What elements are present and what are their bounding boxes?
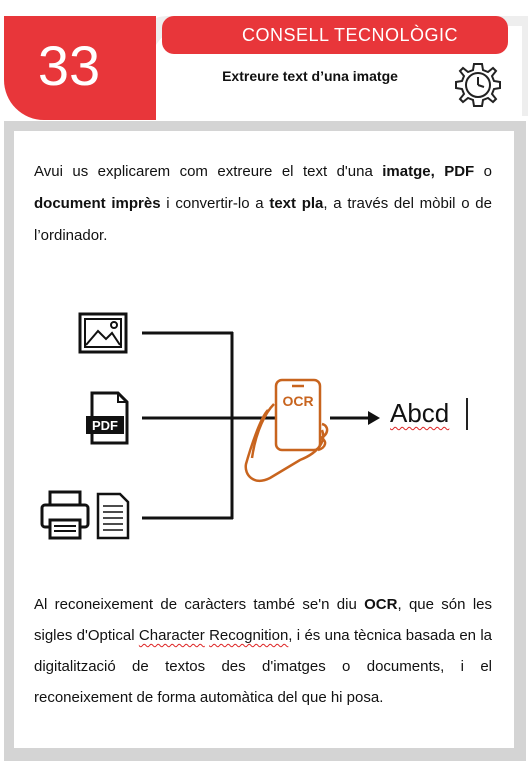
intro-text: o: [474, 163, 493, 180]
pdf-file-icon: [86, 393, 127, 443]
connector-lines: [142, 332, 275, 519]
gear-clock-icon: [450, 60, 506, 112]
output-text: Abcd: [390, 398, 450, 428]
text-cursor: [466, 398, 468, 430]
explanation-text: , i és una tècnica basada en la digitalització de textos des d'imatges o documents, i el reconeixement de forma automàtica del que hi posa.: [34, 627, 493, 706]
intro-bold-plain-text: text pla: [269, 195, 324, 212]
ocr-diagram: [30, 300, 500, 560]
explanation-text: , que són les sigles d'Optical: [34, 596, 492, 644]
section-title: CONSELL TECNOLÒGIC: [241, 25, 459, 45]
pdf-label: PDF: [92, 418, 118, 433]
explanation-text: Al reconeixement de caràcters també se'n diu: [34, 596, 365, 613]
intro-bold-image-pdf: imatge, PDF: [382, 163, 475, 180]
intro-bold-document: document imprès: [34, 195, 161, 212]
explanation-word-recognition: Recognition: [209, 627, 289, 644]
phone-ocr-icon: [246, 380, 327, 481]
intro-paragraph: [34, 156, 492, 252]
intro-text: , a través del mòbil o de l’ordinador.: [34, 195, 492, 244]
explanation-word-character: Character: [138, 627, 205, 644]
document-icon: [98, 494, 128, 538]
tip-number: 33: [37, 34, 101, 97]
intro-text: i convertir-lo a: [160, 195, 270, 212]
image-icon: [80, 314, 126, 352]
printer-icon: [42, 492, 88, 538]
arrow-icon: [330, 411, 380, 425]
ocr-label: OCR: [282, 393, 314, 409]
intro-text: Avui us explicarem com extreure el text d'una: [34, 163, 383, 180]
explanation-paragraph: [34, 589, 492, 713]
explanation-bold-ocr: OCR: [364, 596, 398, 613]
page-title: Extreure text d’una imatge: [222, 68, 398, 84]
